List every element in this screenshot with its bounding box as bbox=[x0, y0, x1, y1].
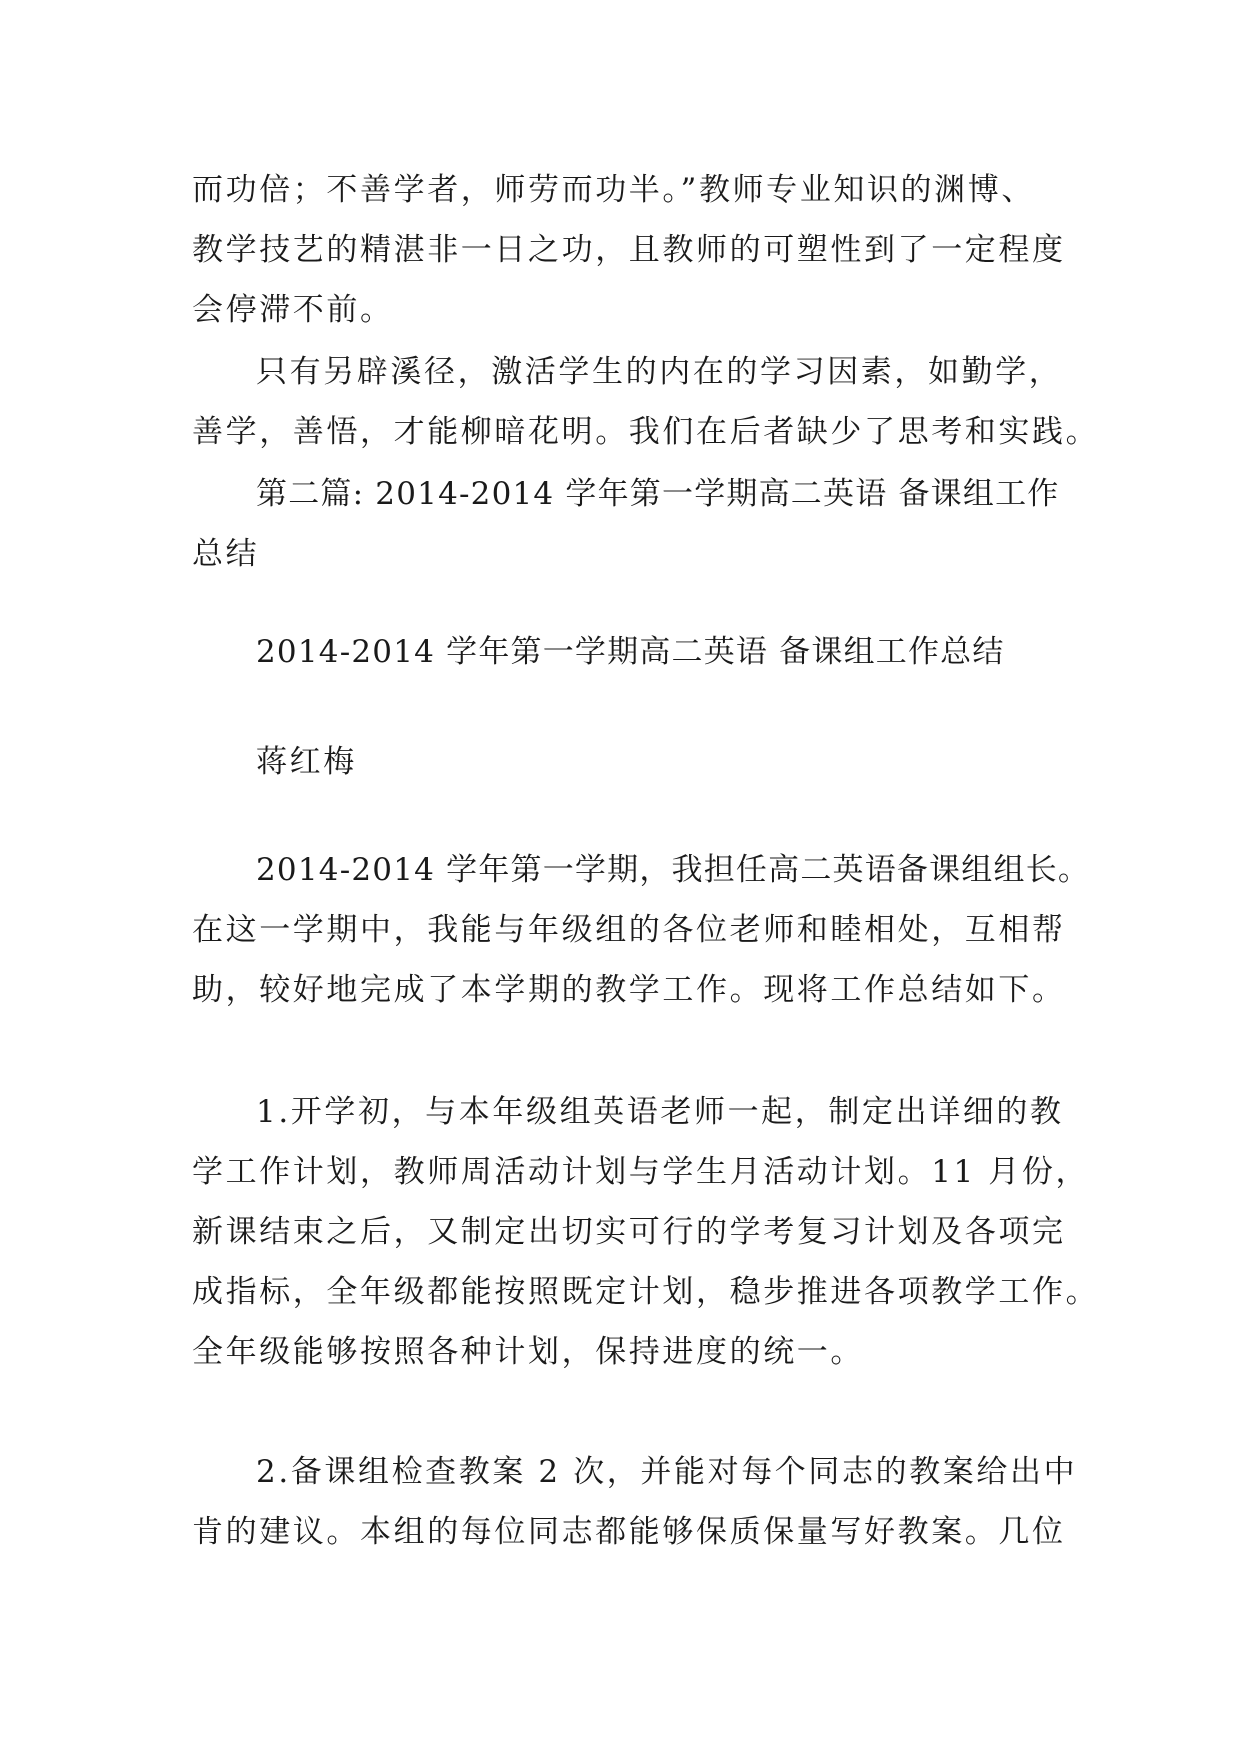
text-line: 全年级能够按照各种计划，保持进度的统一。 bbox=[192, 1334, 864, 1370]
text-line: 而功倍；不善学者，师劳而功半。”教师专业知识的渊博、 bbox=[192, 172, 1035, 208]
text-line: 在这一学期中，我能与年级组的各位老师和睦相处，互相帮 bbox=[192, 912, 1066, 948]
text-line: 学工作计划，教师周活动计划与学生月活动计划。11 月份， bbox=[192, 1154, 1090, 1190]
text-line: 新课结束之后，又制定出切实可行的学考复习计划及各项完 bbox=[192, 1214, 1066, 1250]
text-line: 1.开学初，与本年级组英语老师一起，制定出详细的教 bbox=[256, 1094, 1064, 1130]
document-title: 2014-2014 学年第一学期高二英语 备课组工作总结 bbox=[256, 634, 1005, 670]
text-line: 2.备课组检查教案 2 次，并能对每个同志的教案给出中 bbox=[256, 1454, 1078, 1490]
text-line: 教学技艺的精湛非一日之功，且教师的可塑性到了一定程度 bbox=[192, 232, 1066, 268]
text-line: 助，较好地完成了本学期的教学工作。现将工作总结如下。 bbox=[192, 972, 1066, 1008]
text-line: 成指标，全年级都能按照既定计划，稳步推进各项教学工作。 bbox=[192, 1274, 1100, 1310]
section-heading-continuation: 总结 bbox=[192, 536, 260, 572]
text-line: 肯的建议。本组的每位同志都能够保质保量写好教案。几位 bbox=[192, 1514, 1066, 1550]
author-name: 蒋红梅 bbox=[256, 744, 357, 780]
text-line: 善学，善悟，才能柳暗花明。我们在后者缺少了思考和实践。 bbox=[192, 414, 1100, 450]
text-line: 2014-2014 学年第一学期，我担任高二英语备课组组长。 bbox=[256, 852, 1091, 888]
text-line: 只有另辟溪径，激活学生的内在的学习因素，如勤学， bbox=[256, 354, 1063, 390]
text-line: 会停滞不前。 bbox=[192, 292, 394, 328]
section-heading: 第二篇: 2014-2014 学年第一学期高二英语 备课组工作 bbox=[256, 476, 1060, 512]
